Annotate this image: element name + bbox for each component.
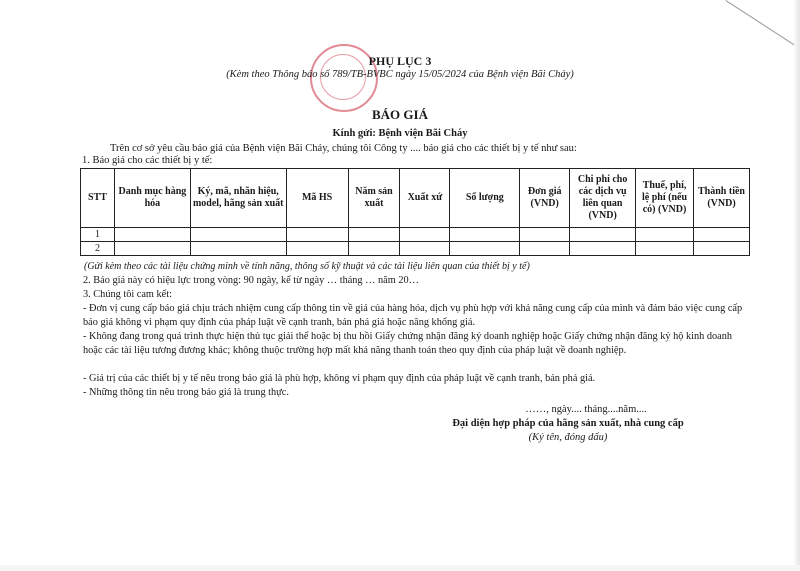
- column-header: STT: [81, 169, 115, 228]
- table-cell: 2: [81, 242, 115, 256]
- addressee: Kính gửi: Bệnh viện Bãi Cháy: [332, 128, 468, 139]
- table-row: [81, 242, 750, 256]
- commitment-item: - Những thông tin nêu trong báo giá là trung thực.: [83, 387, 289, 398]
- quotation-table: [80, 168, 750, 256]
- page-title: BÁO GIÁ: [372, 107, 428, 122]
- representative-label: Đại diện hợp pháp của hãng sản xuất, nhà cung cấp: [452, 418, 684, 429]
- table-cell: [694, 228, 750, 242]
- table-cell: 1: [81, 228, 115, 242]
- commitment-item: - Không đang trong quá trình thực hiện thủ tục giải thể hoặc bị thu hồi Giấy chứng nhận đăng ký doanh nghiệp hoặc Giấy chứng nhận đăng ký hộ kinh doanh hoặc các tài liệu tương đương khác; không thuộc trường hợp mất khả năng thanh toán theo quy định của pháp luật về doanh nghiệp.: [83, 331, 733, 356]
- column-header: Đơn giá (VND): [520, 169, 570, 228]
- column-header: Năm sản xuất: [348, 169, 400, 228]
- scan-edge-shadow: [794, 0, 800, 571]
- table-note: (Gửi kèm theo các tài liệu chứng minh về tính năng, thông số kỹ thuật và các tài liệu liên quan của thiết bị y tế): [84, 261, 530, 272]
- date-line: ……, ngày.... tháng....năm....: [525, 404, 647, 415]
- reference-line: (Kèm theo Thông báo số 789/TB-BVBC ngày 15/05/2024 của Bệnh viện Bãi Cháy): [226, 69, 574, 80]
- table-cell: [400, 242, 450, 256]
- table-cell: [190, 228, 286, 242]
- table-cell: [520, 242, 570, 256]
- table-cell: [190, 242, 286, 256]
- table-cell: [636, 242, 694, 256]
- appendix-heading: PHỤ LỤC 3: [368, 54, 432, 68]
- table-cell: [114, 242, 190, 256]
- table-cell: [570, 228, 636, 242]
- table-cell: [450, 242, 520, 256]
- commitment-item: - Giá trị của các thiết bị y tế nêu trong báo giá là phù hợp, không vi phạm quy định của pháp luật về cạnh tranh, bán phá giá.: [83, 373, 596, 384]
- column-header: Ký, mã, nhãn hiệu, model, hãng sản xuất: [190, 169, 286, 228]
- section-1-heading: 1. Báo giá cho các thiết bị y tế:: [82, 155, 213, 166]
- column-header: Mã HS: [286, 169, 348, 228]
- column-header: Thuế, phí, lệ phí (nếu có) (VND): [636, 169, 694, 228]
- column-header: Số lượng: [450, 169, 520, 228]
- column-header: Thành tiền (VND): [694, 169, 750, 228]
- table-cell: [286, 228, 348, 242]
- commitment-item: - Đơn vị cung cấp báo giá chịu trách nhiệm cung cấp thông tin về giá của hàng hóa, dịch vụ phù hợp với khả năng cung cấp của mình và đảm bảo việc cung cấp báo giá không vi phạm quy định của pháp luật về cạnh tranh, bán phá giá hoặc nâng khống giá.: [83, 303, 743, 328]
- column-header: Xuất xứ: [400, 169, 450, 228]
- scan-bottom-edge: [0, 565, 800, 571]
- validity-text: 2. Báo giá này có hiệu lực trong vòng: 90 ngày, kể từ ngày … tháng … năm 20…: [83, 275, 419, 286]
- table-cell: [348, 242, 400, 256]
- signature-note: (Ký tên, đóng dấu): [528, 432, 608, 443]
- commitment-heading: 3. Chúng tôi cam kết:: [83, 289, 172, 300]
- table-cell: [114, 228, 190, 242]
- column-header: Chi phí cho các dịch vụ liên quan (VND): [570, 169, 636, 228]
- intro-text: Trên cơ sở yêu cầu báo giá của Bệnh viện Bãi Cháy, chúng tôi Công ty .... báo giá cho các thiết bị y tế như sau:: [110, 143, 577, 154]
- table-cell: [694, 242, 750, 256]
- table-cell: [570, 242, 636, 256]
- table-cell: [636, 228, 694, 242]
- table-row: [81, 228, 750, 242]
- table-cell: [286, 242, 348, 256]
- table-cell: [450, 228, 520, 242]
- scan-artifact-line: [725, 0, 800, 50]
- table-cell: [348, 228, 400, 242]
- table-cell: [400, 228, 450, 242]
- table-cell: [520, 228, 570, 242]
- column-header: Danh mục hàng hóa: [114, 169, 190, 228]
- table-header-row: [81, 169, 750, 228]
